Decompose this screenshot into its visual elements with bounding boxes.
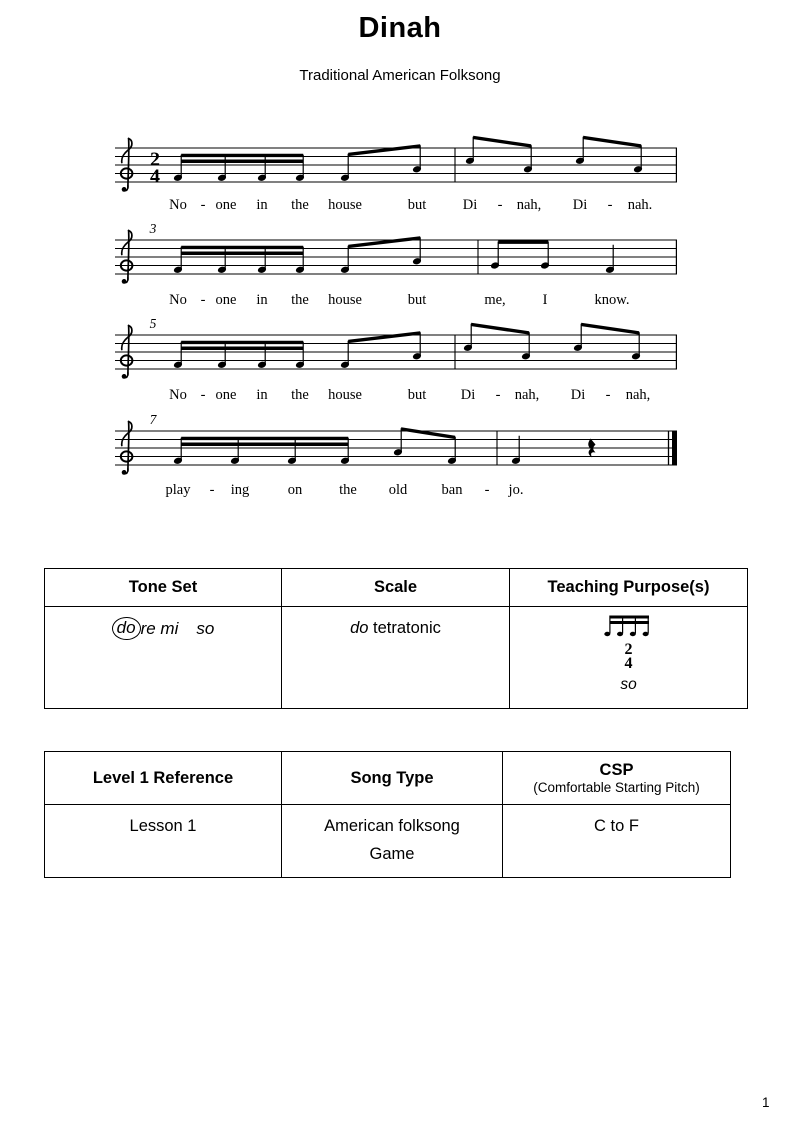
lyrics-line-4 [0, 482, 800, 502]
teaching-solfege: so [620, 676, 637, 694]
csp-cell: C to F [594, 817, 639, 835]
lyric-syllable: No [169, 292, 187, 308]
scale-text: tetratonic [373, 619, 441, 637]
lyric-syllable: Di [462, 197, 478, 213]
lyric-syllable: jo. [508, 482, 524, 498]
lyric-syllable: in [256, 387, 268, 403]
lyric-syllable: on [287, 482, 303, 498]
page-number: 1 [762, 1095, 770, 1110]
music-system-3 [115, 316, 677, 379]
lyric-syllable: I [542, 292, 548, 308]
time-signature-bottom: 4 [150, 165, 160, 188]
music-system-2 [115, 221, 677, 284]
analysis-table [44, 568, 748, 709]
circled-do: do [112, 617, 141, 640]
lyric-syllable: - [200, 387, 206, 403]
lyric-syllable: Di [572, 197, 588, 213]
lyric-syllable: but [407, 292, 427, 308]
level-reference-cell: Lesson 1 [45, 805, 282, 877]
csp-header: CSP (Comfortable Starting Pitch) [503, 752, 730, 805]
lyrics-line-2 [0, 292, 800, 312]
lyric-syllable: one [215, 292, 237, 308]
tone-set-header: Tone Set [45, 569, 282, 607]
song-type-line1: American folksong [324, 817, 460, 835]
lyric-syllable: nah, [625, 387, 651, 403]
lyric-syllable: play [165, 482, 191, 498]
song-subtitle: Traditional American Folksong [299, 67, 501, 84]
tone-set-cell [45, 607, 282, 708]
lyric-syllable: ing [230, 482, 250, 498]
lyric-syllable: old [388, 482, 408, 498]
music-system-1 [115, 136, 677, 192]
tone-set-so: so [196, 618, 215, 638]
scale-cell [282, 607, 510, 708]
lyric-syllable: - [209, 482, 215, 498]
lyrics-line-3 [0, 387, 800, 407]
teaching-purpose-cell [510, 607, 747, 708]
lyric-syllable: - [495, 387, 501, 403]
lyric-syllable: but [407, 197, 427, 213]
lyric-syllable: me, [484, 292, 506, 308]
lyric-syllable: Di [570, 387, 586, 403]
reference-table [44, 751, 731, 878]
teaching-purpose-header: Teaching Purpose(s) [510, 569, 747, 607]
lyric-syllable: the [339, 482, 357, 498]
music-system-4 [115, 412, 677, 475]
lyric-syllable: Di [460, 387, 476, 403]
song-type-cell [282, 805, 503, 877]
scale-header: Scale [282, 569, 510, 607]
lyric-syllable: one [215, 197, 237, 213]
lyric-syllable: one [215, 387, 237, 403]
lyric-syllable: nah, [516, 197, 542, 213]
csp-subtitle: (Comfortable Starting Pitch) [533, 779, 700, 795]
lyric-syllable: - [200, 197, 206, 213]
measure-number: 5 [149, 316, 157, 331]
lyric-syllable: house [328, 387, 362, 403]
lyrics-line-1 [0, 197, 800, 217]
lyric-syllable: - [607, 197, 613, 213]
lyric-syllable: - [497, 197, 503, 213]
measure-number: 7 [149, 412, 157, 427]
scale-do: do [350, 619, 369, 637]
lyric-syllable: - [484, 482, 490, 498]
lyric-syllable: nah, [514, 387, 540, 403]
lyric-syllable: the [291, 197, 309, 213]
time-signature-small: 2 4 [624, 641, 633, 672]
lyric-syllable: in [256, 197, 268, 213]
music-notation [0, 0, 800, 530]
lyric-syllable: the [291, 387, 309, 403]
song-type-header: Song Type [282, 752, 503, 805]
beamed-sixteenth-notes-icon [602, 613, 656, 639]
measure-number: 3 [149, 221, 157, 236]
lyric-syllable: No [169, 197, 187, 213]
lyric-syllable: the [291, 292, 309, 308]
lyric-syllable: in [256, 292, 268, 308]
lyric-syllable: - [200, 292, 206, 308]
lyric-syllable: house [328, 292, 362, 308]
time-signature-top: 2 [150, 148, 160, 171]
lyric-syllable: house [328, 197, 362, 213]
song-type-line2: Game [369, 845, 415, 863]
lyric-syllable: No [169, 387, 187, 403]
lyric-syllable: know. [594, 292, 630, 308]
lyric-syllable: - [605, 387, 611, 403]
tone-set-middle: re mi [140, 618, 179, 638]
song-title: Dinah [358, 12, 442, 44]
lyric-syllable: nah. [627, 197, 653, 213]
level-reference-header: Level 1 Reference [45, 752, 282, 805]
lyric-syllable: but [407, 387, 427, 403]
lyric-syllable: ban [441, 482, 463, 498]
